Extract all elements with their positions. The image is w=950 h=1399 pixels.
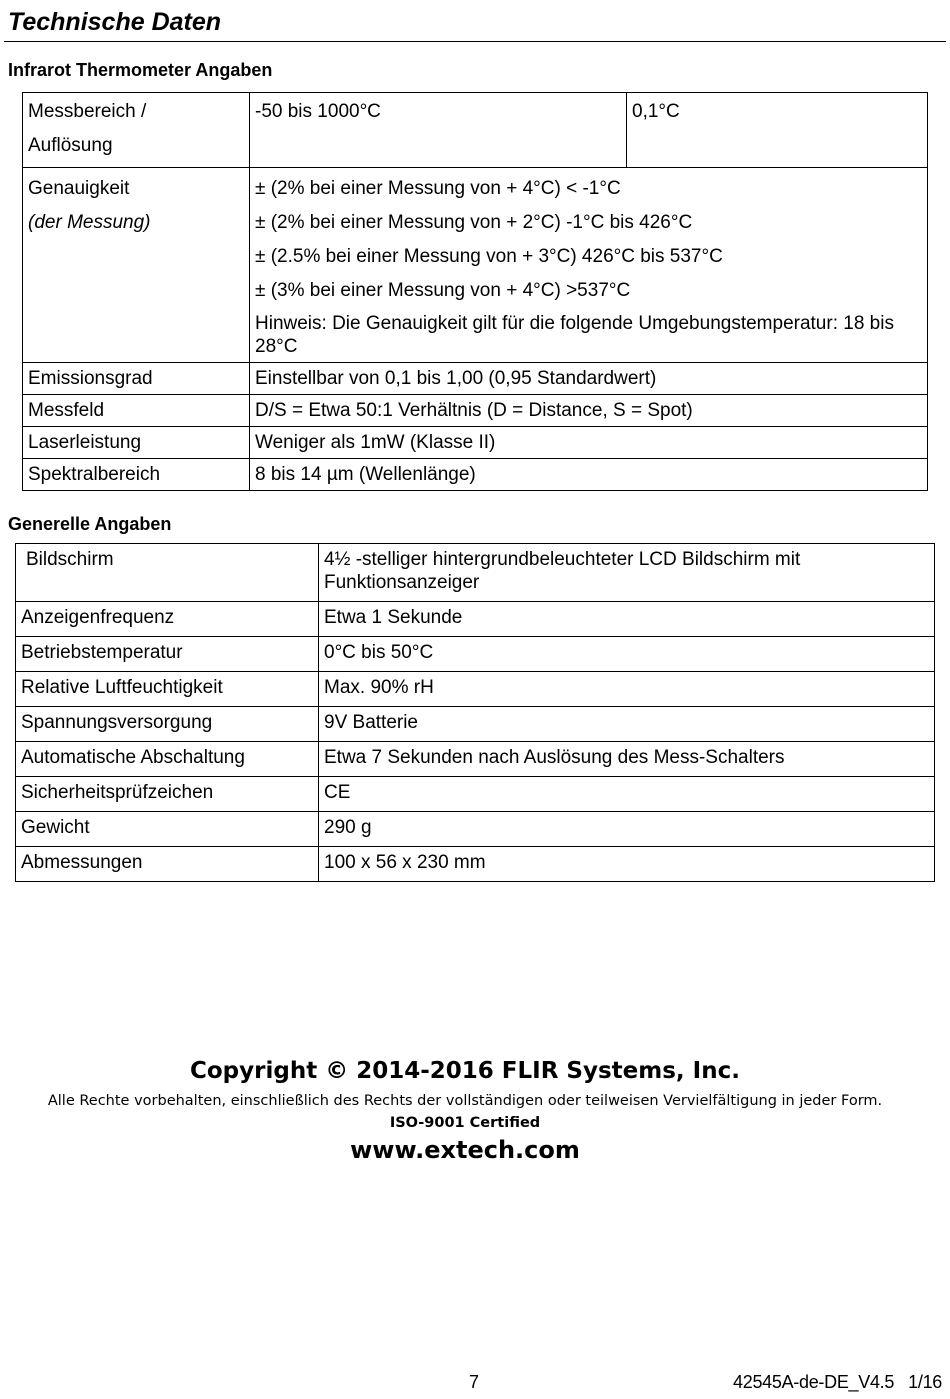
table-row bbox=[23, 427, 928, 459]
spec-label: Sicherheitsprüfzeichen bbox=[16, 777, 319, 812]
accuracy-label-text: Genauigkeit bbox=[28, 178, 130, 199]
spec-label: Spannungsversorgung bbox=[16, 707, 319, 742]
spec-label: Bildschirm bbox=[16, 544, 319, 602]
accuracy-sublabel: (der Messung) bbox=[28, 212, 151, 233]
spec-value: 4½ -stelliger hintergrundbeleuchteter LCD Bildschirm mit Funktionsanzeiger bbox=[319, 544, 935, 602]
spec-label: Laserleistung bbox=[23, 427, 250, 459]
copyright-notice: Copyright © 2014-2016 FLIR Systems, Inc. bbox=[190, 1058, 740, 1084]
spec-label: Spektralbereich bbox=[23, 459, 250, 491]
table-row bbox=[16, 637, 935, 672]
page-number: 7 bbox=[469, 1372, 480, 1392]
page-title: Technische Daten bbox=[8, 8, 222, 36]
range-label bbox=[23, 93, 250, 168]
spec-value: 290 g bbox=[319, 812, 935, 847]
range-label-line2: Auflösung bbox=[28, 135, 113, 156]
document-id: 42545A-de-DE_V4.5 1/16 bbox=[733, 1372, 942, 1392]
spec-value: 100 x 56 x 230 mm bbox=[319, 847, 935, 882]
accuracy-line: ± (2% bei einer Messung von + 4°C) < -1°C bbox=[255, 178, 621, 199]
table-row bbox=[16, 777, 935, 812]
accuracy-line: ± (2.5% bei einer Messung von + 3°C) 426°C bis 537°C bbox=[255, 246, 723, 267]
table-row bbox=[23, 363, 928, 395]
table-row bbox=[23, 93, 928, 168]
spec-label: Betriebstemperatur bbox=[16, 637, 319, 672]
rights-notice: Alle Rechte vorbehalten, einschließlich des Rechts der vollständigen oder teilweisen Vervielfältigung in jeder Form. bbox=[47, 1093, 883, 1109]
spec-value: Etwa 7 Sekunden nach Auslösung des Mess-Schalters bbox=[319, 742, 935, 777]
ir-section-heading: Infrarot Thermometer Angaben bbox=[8, 60, 273, 80]
spec-value: 9V Batterie bbox=[319, 707, 935, 742]
spec-value: 0°C bis 50°C bbox=[319, 637, 935, 672]
accuracy-line: ± (2% bei einer Messung von + 2°C) -1°C bis 426°C bbox=[255, 212, 693, 233]
title-divider bbox=[4, 41, 946, 42]
ir-spec-table bbox=[22, 92, 928, 491]
table-row bbox=[16, 742, 935, 777]
range-value: -50 bis 1000°C bbox=[250, 93, 627, 168]
table-row bbox=[16, 672, 935, 707]
spec-label: Automatische Abschaltung bbox=[16, 742, 319, 777]
spec-value: Max. 90% rH bbox=[319, 672, 935, 707]
spec-label: Abmessungen bbox=[16, 847, 319, 882]
spec-value: CE bbox=[319, 777, 935, 812]
table-row bbox=[23, 395, 928, 427]
iso-certification: ISO-9001 Certified bbox=[389, 1115, 541, 1131]
spec-label: Relative Luftfeuchtigkeit bbox=[16, 672, 319, 707]
spec-label: Gewicht bbox=[16, 812, 319, 847]
general-section-heading: Generelle Angaben bbox=[8, 514, 172, 534]
general-spec-table bbox=[15, 543, 935, 882]
table-row bbox=[16, 812, 935, 847]
spec-label: Emissionsgrad bbox=[23, 363, 250, 395]
table-row bbox=[23, 459, 928, 491]
table-row bbox=[16, 847, 935, 882]
spec-label: Anzeigenfrequenz bbox=[16, 602, 319, 637]
table-row bbox=[23, 168, 928, 363]
range-resolution: 0,1°C bbox=[627, 93, 928, 168]
accuracy-line: ± (3% bei einer Messung von + 4°C) >537°C bbox=[255, 280, 631, 301]
table-row bbox=[16, 544, 935, 602]
spec-label: Messfeld bbox=[23, 395, 250, 427]
spec-value: D/S = Etwa 50:1 Verhältnis (D = Distance, S = Spot) bbox=[250, 395, 928, 427]
spec-value: Einstellbar von 0,1 bis 1,00 (0,95 Standardwert) bbox=[250, 363, 928, 395]
spec-value: Etwa 1 Sekunde bbox=[319, 602, 935, 637]
spec-value: Weniger als 1mW (Klasse II) bbox=[250, 427, 928, 459]
table-row bbox=[16, 602, 935, 637]
accuracy-note: Hinweis: Die Genauigkeit gilt für die folgende Umgebungstemperatur: 18 bis 28°C bbox=[255, 313, 894, 357]
website-link[interactable]: www.extech.com bbox=[350, 1136, 580, 1164]
accuracy-label bbox=[23, 168, 250, 363]
range-label-line1: Messbereich / bbox=[28, 101, 147, 122]
accuracy-values bbox=[250, 168, 928, 363]
table-row bbox=[16, 707, 935, 742]
spec-value: 8 bis 14 µm (Wellenlänge) bbox=[250, 459, 928, 491]
